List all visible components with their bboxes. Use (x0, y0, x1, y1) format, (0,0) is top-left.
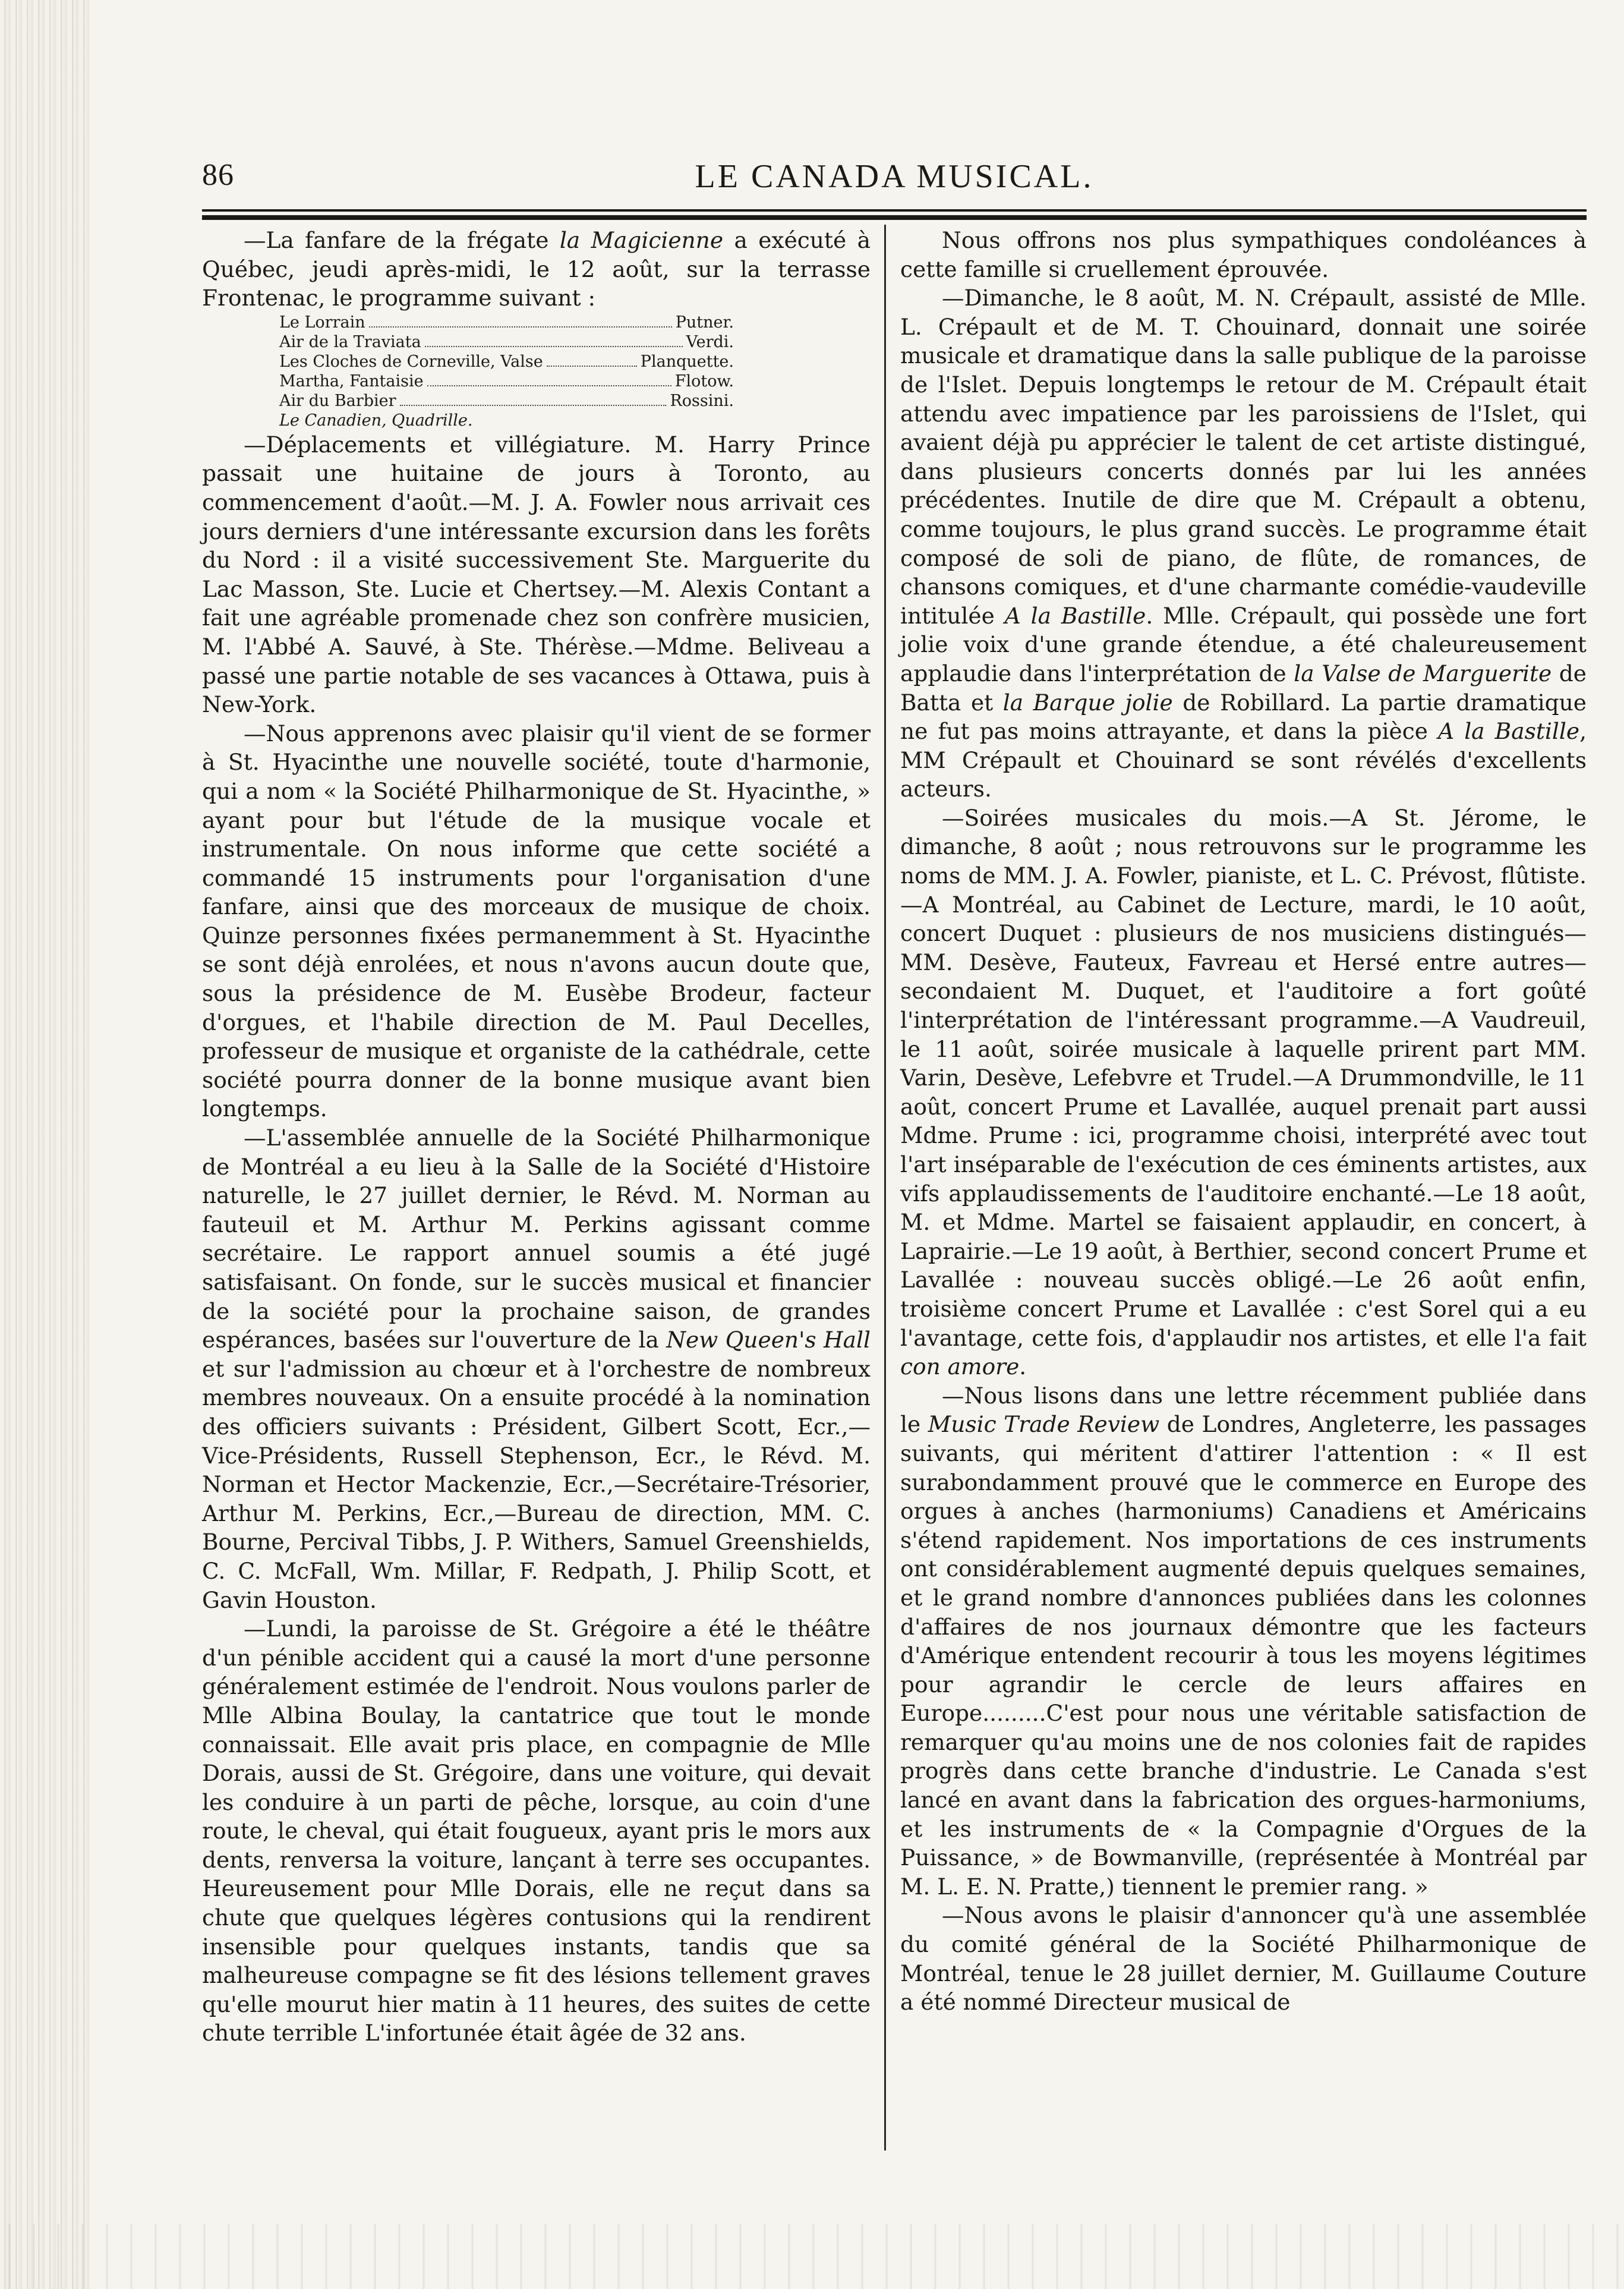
text-run: , MM Crépault et Chouinard se sont révélés d'excellents acteurs. (900, 718, 1587, 802)
article-couture-director: —Nous avons le plaisir d'annoncer qu'à une assemblée du comité général de la Société Philharmonique de Montréal, tenue le 28 juillet dernier, M. Guillaume Couture a été nommé Directeur musical de (900, 1902, 1587, 2016)
program-item (279, 332, 871, 352)
text-run: de Robillard. La partie dramatique ne fut pas moins attrayante, et dans la pièce (900, 689, 1587, 745)
leader-dots (425, 332, 683, 347)
article-philharmonic-assembly (202, 1123, 871, 1614)
work-title: A la Bastille (1004, 602, 1146, 629)
program-finale: Le Canadien, Quadrille. (279, 411, 473, 430)
article-crepault-soiree (900, 284, 1587, 804)
program-piece: Les Cloches de Corneville, Valse (279, 352, 543, 371)
program-composer: Flotow. (674, 371, 734, 391)
scan-noise-bottom (0, 2224, 1624, 2289)
text-run: —Nous lisons dans une lettre récemment publiée dans le (900, 1382, 1587, 1438)
text-run: a exécuté à Québec, jeudi après-midi, le 12 août, sur la terrasse Frontenac, le programme suivant : (202, 227, 871, 311)
program-composer: Rossini. (670, 391, 734, 410)
header-rule-thin (202, 209, 1587, 212)
column-divider (884, 225, 886, 2151)
program-item (279, 371, 871, 391)
work-title: A la Bastille (1438, 718, 1580, 745)
program-composer: Planquette. (640, 352, 734, 371)
article-music-trade-review (900, 1381, 1587, 1901)
article-st-gregoire-accident: —Lundi, la paroisse de St. Grégoire a été le théâtre d'un pénible accident qui a causé la mort d'une personne généralement estimée de l'endroit. Nous voulons parler de Mlle Albina Boulay, la cantatrice que tout le monde connaissait. Elle avait pris place, en compagnie de Mlle Dorais, aussi de St. Grégoire, dans une voiture, qui devait les conduire à un parti de pêche, lorsque, au coin d'une route, le cheval, qui était fougueux, ayant pris le mors aux dents, renversa la voiture, lançant à terre ses occupantes. Heureusement pour Mlle Dorais, elle ne reçut dans sa chute que quelques légères contusions qui la rendirent insensible pour quelques instants, tandis que sa malheureuse compagne se fit des lésions tellement graves qu'elle mourut hier matin à 11 heures, des suites de cette chute terrible L'infortunée était âgée de 32 ans. (202, 1616, 871, 2046)
page-number: 86 (202, 158, 234, 192)
article-fanfare-magicienne (202, 226, 871, 313)
concert-program (279, 313, 871, 430)
header-rule-thick (202, 215, 1587, 220)
leader-dots (547, 352, 637, 367)
work-title: la Valse de Marguerite (1294, 660, 1552, 687)
text-run: et sur l'admission au chœur et à l'orchestre de nombreux membres nouveaux. On a ensuite procédé à la nomination des officiers suivants : Président, Gilbert Scott, Ecr.,—Vice-Présidents, Russell Stephenson, Ecr., le Révd. M. Norman et Hector Mackenzie, Ecr.,—Secrétaire-Trésorier, Arthur M. Perkins, Ecr.,—Bureau de direction, MM. C. Bourne, Percival Tibbs, J. P. Withers, Samuel Greenshields, C. C. McFall, Wm. Millar, F. Redpath, J. Philip Scott, et Gavin Houston. (202, 1355, 871, 1613)
program-piece: Air du Barbier (279, 391, 396, 410)
article-deplacements: —Déplacements et villégiature. M. Harry Prince passait une huitaine de jours à Toronto, au commencement d'août.—M. J. A. Fowler nous arrivait ces jours derniers d'une intéressante excursion dans les forêts du Nord : il a visité successivement Ste. Marguerite du Lac Masson, Ste. Lucie et Chertsey.—M. Alexis Contant a fait une agréable promenade chez son confrère musicien, M. l'Abbé A. Sauvé, à Ste. Thérèse.—Mdme. Beliveau a passé une partie notable de ses vacances à Ottawa, puis à New-York. (202, 431, 871, 718)
program-item (279, 313, 871, 332)
program-piece: Le Lorrain (279, 313, 365, 332)
leader-dots (369, 313, 672, 328)
running-title: LE CANADA MUSICAL. (695, 158, 1094, 195)
text-run: de Londres, Angleterre, les passages suivants, qui méritent d'attirer l'attention : « Il est surabondamment prouvé que le commerce en Europe des orgues à anches (harmoniums) Canadiens et Américains s'étend rapidement. Nos importations de ces instruments ont considérablement augmenté depuis quelques semaines, et le grand nombre d'annonces publiées dans les colonnes d'affaires de nos journaux démontre que les facteurs d'Amérique entendent recourir à tous les moyens légitimes pour agrandir le cercle de leurs affaires en Europe.........C'est pour nous une véritable satisfaction de remarquer qu'au moins une de nos colonies fait de rapides progrès dans cette branche d'industrie. Le Canada s'est lancé en avant dans la fabrication des orgues-harmoniums, et les instruments de « la Compagnie d'Orgues de la Puissance, » de Bowmanville, (représentée à Montréal par M. L. E. N. Pratte,) tiennent le premier rang. » (900, 1411, 1587, 1900)
text-run: —Soirées musicales du mois.—A St. Jérome, le dimanche, 8 août ; nous retrouvons sur le programme les noms de MM. J. A. Fowler, pianiste, et L. C. Prévost, flûtiste.—A Montréal, au Cabinet de Lecture, mardi, le 10 août, concert Duquet : plusieurs de nos musiciens distingués—MM. Desève, Fauteux, Favreau et Hersé entre autres—secondaient M. Duquet, et l'auditoire a fort goûté l'interprétation de l'intéressant programme.—A Vaudreuil, le 11 août, soirée musicale à laquelle prirent part MM. Varin, Desève, Lefebvre et Trudel.—A Drummondville, le 11 août, concert Prume et Lavallée, auquel prenait part aussi Mdme. Prume : ici, programme choisi, interprété avec tout l'art inséparable de l'exécution de ces éminents artistes, aux vifs applaudissements de l'auditoire enchanté.—Le 18 août, M. et Mdme. Martel se faisaient applaudir, en concert, à Laprairie.—Le 19 août, à Berthier, second concert Prume et Lavallée : nouveau succès obligé.—Le 26 août enfin, troisième concert Prume et Lavallée : c'est Sorel qui a eu l'avantage, cette fois, d'applaudir nos artistes, et elle l'a fait (900, 804, 1587, 1351)
publication-name: Music Trade Review (928, 1411, 1160, 1438)
text-run: . Mlle. Crépault, qui possède une fort jolie voix d'une grande étendue, a été chaleureusement applaudie dans l'interprétation de (900, 602, 1587, 687)
program-piece: Air de la Traviata (279, 332, 421, 351)
left-column (202, 226, 871, 2048)
leader-dots (427, 371, 671, 386)
leader-dots (400, 391, 667, 406)
program-piece: Martha, Fantaisie (279, 371, 424, 391)
right-column (900, 226, 1587, 2017)
article-soirees-musicales (900, 804, 1587, 1381)
text-run: . (1019, 1353, 1027, 1380)
work-title: la Barque jolie (1002, 689, 1173, 716)
article-st-hyacinthe-society: —Nous apprenons avec plaisir qu'il vient de se former à St. Hyacinthe une nouvelle société, toute d'harmonie, qui a nom « la Société Philharmonique de St. Hyacinthe, » ayant pour but l'étude de la musique vocale et instrumentale. On nous informe que cette société a commandé 15 instruments pour l'organisation d'une fanfare, ainsi que des morceaux de musique de choix. Quinze personnes fixées permanemment à St. Hyacinthe se sont déjà enrolées, et nous n'avons aucun doute que, sous la présidence de M. Eusèbe Brodeur, facteur d'orgues, et l'habile direction de M. Paul Decelles, professeur de musique et organiste de la cathédrale, cette société pourra donner de la bonne musique avant bien longtemps. (202, 720, 871, 1122)
page-binding-edge (0, 0, 89, 2289)
program-composer: Putner. (675, 313, 734, 332)
program-composer: Verdi. (686, 332, 734, 351)
text-run: —Dimanche, le 8 août, M. N. Crépault, assisté de Mlle. L. Crépault et de M. T. Chouinard, donnait une soirée musicale et dramatique dans la salle publique de la paroisse de l'Islet. Depuis longtemps le retour de M. Crépault était attendu avec impatience par les paroissiens de l'Islet, qui avaient déjà pu apprécier le talent de cet artiste distingué, dans plusieurs concerts donnés par lui les années précédentes. Inutile de dire que M. Crépault a obtenu, comme toujours, le plus grand succès. Le programme était composé de soli de piano, de flûte, de romances, de chansons comiques, et d'une charmante comédie-vaudeville intitulée (900, 285, 1587, 629)
hall-name: New Queen's Hall (666, 1327, 871, 1353)
program-item (279, 352, 871, 371)
italic-phrase: con amore (900, 1353, 1020, 1380)
ship-name: la Magicienne (559, 227, 724, 253)
text-run: de Batta et (900, 660, 1587, 716)
text-run: —La fanfare de la frégate (244, 227, 560, 253)
article-condolences: Nous offrons nos plus sympathiques condoléances à cette famille si cruellement éprouvée. (900, 227, 1587, 282)
page-header (202, 158, 1587, 211)
program-item (279, 391, 871, 411)
text-run: —L'assemblée annuelle de la Société Philharmonique de Montréal a eu lieu à la Salle de la Société d'Histoire naturelle, le 27 juillet dernier, le Révd. M. Norman au fauteuil et M. Arthur M. Perkins agissant comme secrétaire. Le rapport annuel soumis a été jugé satisfaisant. On fonde, sur le succès musical et financier de la société pour la prochaine saison, de grandes espérances, basées sur l'ouverture de la (202, 1125, 871, 1353)
